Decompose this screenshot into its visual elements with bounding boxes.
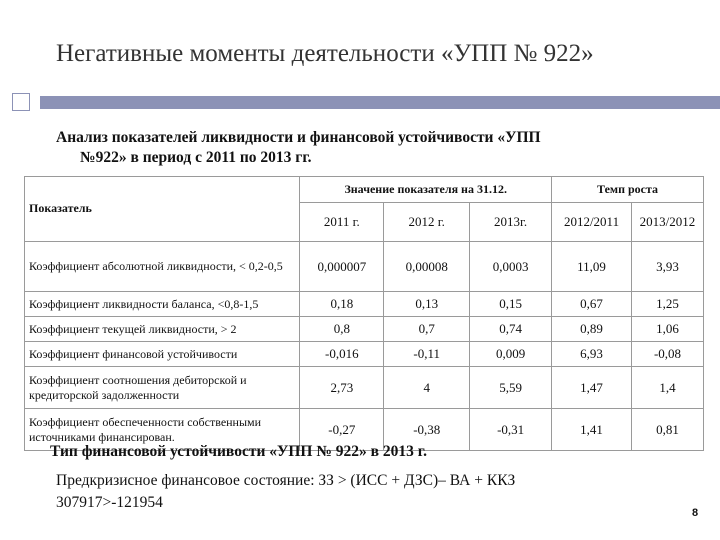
- cell-value: 1,41: [552, 409, 632, 451]
- table-caption-line-2: №922» в период с 2011 по 2013 гг.: [80, 149, 312, 166]
- cell-value: 0,15: [470, 292, 552, 317]
- cell-value: 0,13: [384, 292, 470, 317]
- stability-conclusion-line-1: Предкризисное финансовое состояние: ЗЗ > (ИСС + ДЗС)– ВА + ККЗ: [56, 472, 516, 489]
- cell-value: 5,59: [470, 367, 552, 409]
- slide-title: Негативные моменты деятельности «УПП № 922»: [56, 40, 594, 67]
- cell-value: 2,73: [300, 367, 384, 409]
- table-caption: [56, 128, 676, 168]
- table-caption-line-1: Анализ показателей ликвидности и финансовой устойчивости «УПП: [56, 129, 541, 146]
- cell-value: 1,25: [631, 292, 703, 317]
- year-header-2011: 2011 г.: [300, 203, 384, 242]
- year-header-2013: 2013г.: [470, 203, 552, 242]
- cell-value: -0,31: [470, 409, 552, 451]
- value-group-header: Значение показателя на 31.12.: [300, 177, 552, 203]
- page-number: 8: [692, 507, 699, 519]
- cell-value: 0,74: [470, 317, 552, 342]
- growth-rate-group-header: Темп роста: [552, 177, 704, 203]
- cell-value: 1,4: [631, 367, 703, 409]
- table-row: [25, 317, 704, 342]
- stability-conclusion-line-2: 307917>-121954: [56, 494, 163, 511]
- stability-conclusion: [56, 470, 656, 514]
- decorative-square: [12, 93, 30, 111]
- cell-value: 0,000007: [300, 242, 384, 292]
- cell-value: -0,38: [384, 409, 470, 451]
- table-row: [25, 292, 704, 317]
- cell-value: 0,81: [631, 409, 703, 451]
- cell-value: 0,009: [470, 342, 552, 367]
- row-name: Коэффициент обеспеченности собственными источниками финансирован.: [25, 409, 300, 451]
- cell-value: 0,89: [552, 317, 632, 342]
- stability-type-heading: Тип финансовой устойчивости «УПП № 922» в 2013 г.: [50, 443, 427, 460]
- cell-value: 4: [384, 367, 470, 409]
- cell-value: 0,0003: [470, 242, 552, 292]
- cell-value: -0,11: [384, 342, 470, 367]
- cell-value: -0,08: [631, 342, 703, 367]
- cell-value: 6,93: [552, 342, 632, 367]
- row-name: Коэффициент абсолютной ликвидности, < 0,2-0,5: [25, 242, 300, 292]
- indicators-table: [24, 176, 704, 451]
- indicator-column-header: Показатель: [25, 177, 300, 242]
- cell-value: 3,93: [631, 242, 703, 292]
- row-name: Коэффициент соотношения дебиторской и кредиторской задолженности: [25, 367, 300, 409]
- row-name: Коэффициент ликвидности баланса, <0,8-1,5: [25, 292, 300, 317]
- cell-value: -0,27: [300, 409, 384, 451]
- cell-value: 0,00008: [384, 242, 470, 292]
- cell-value: 1,06: [631, 317, 703, 342]
- cell-value: 0,8: [300, 317, 384, 342]
- table-row: [25, 367, 704, 409]
- cell-value: 1,47: [552, 367, 632, 409]
- table-row: [25, 342, 704, 367]
- year-header-2012: 2012 г.: [384, 203, 470, 242]
- cell-value: -0,016: [300, 342, 384, 367]
- rate-header-2012-2011: 2012/2011: [552, 203, 632, 242]
- cell-value: 11,09: [552, 242, 632, 292]
- row-name: Коэффициент текущей ликвидности, > 2: [25, 317, 300, 342]
- cell-value: 0,18: [300, 292, 384, 317]
- row-name: Коэффициент финансовой устойчивости: [25, 342, 300, 367]
- cell-value: 0,7: [384, 317, 470, 342]
- cell-value: 0,67: [552, 292, 632, 317]
- table-row: [25, 242, 704, 292]
- decorative-bar: [40, 96, 720, 109]
- rate-header-2013-2012: 2013/2012: [631, 203, 703, 242]
